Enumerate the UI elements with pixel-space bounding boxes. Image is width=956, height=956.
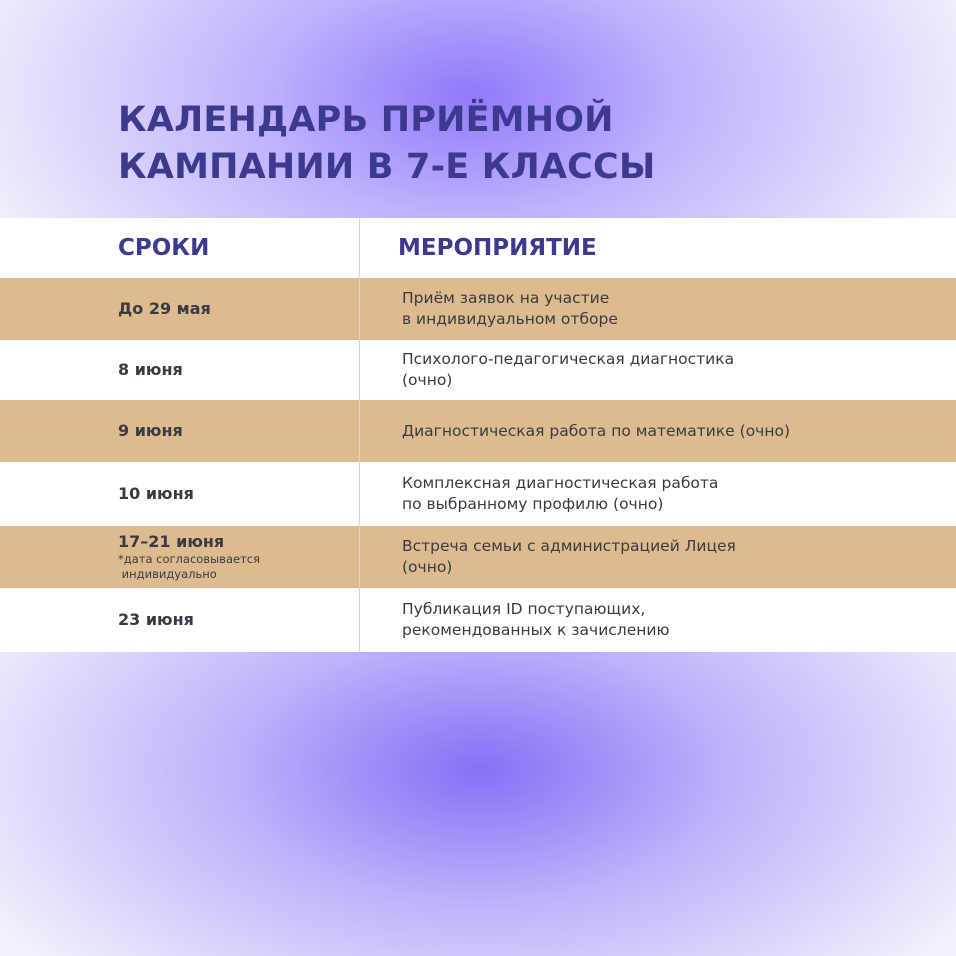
schedule-table bbox=[0, 218, 956, 652]
table-row bbox=[0, 340, 956, 400]
row-date: 9 июня bbox=[118, 421, 183, 440]
header-date: СРОКИ bbox=[118, 235, 210, 261]
header-event: МЕРОПРИЯТИЕ bbox=[398, 235, 597, 261]
row-date-cell bbox=[118, 588, 194, 652]
row-event-line: (очно) bbox=[402, 558, 453, 576]
row-event-line: Публикация ID поступающих, bbox=[402, 600, 646, 618]
row-date-cell bbox=[118, 278, 211, 340]
row-date-cell bbox=[118, 462, 194, 526]
row-date-note: *дата согласовывается bbox=[118, 552, 261, 566]
row-event-line: в индивидуальном отборе bbox=[402, 310, 618, 328]
page-title-line-2: КАМПАНИИ В 7-Е КЛАССЫ bbox=[118, 147, 656, 187]
row-event-cell bbox=[402, 526, 922, 588]
row-date: 23 июня bbox=[118, 610, 194, 629]
row-date-cell bbox=[118, 400, 183, 462]
table-row bbox=[0, 588, 956, 652]
row-date: До 29 мая bbox=[118, 299, 211, 318]
row-event-cell bbox=[402, 400, 922, 462]
row-event-line: Диагностическая работа по математике (очно) bbox=[402, 421, 790, 440]
row-event-line: по выбранному профилю (очно) bbox=[402, 495, 664, 513]
table-row bbox=[0, 278, 956, 340]
row-event-cell bbox=[402, 278, 922, 340]
row-date-note: индивидуально bbox=[118, 567, 217, 581]
table-row bbox=[0, 462, 956, 526]
row-event-line: Встреча семьи с администрацией Лицея bbox=[402, 537, 736, 555]
row-event-line: Приём заявок на участие bbox=[402, 289, 610, 307]
row-event-line: рекомендованных к зачислению bbox=[402, 621, 670, 639]
row-event-line: (очно) bbox=[402, 371, 453, 389]
row-event-cell bbox=[402, 588, 922, 652]
row-event-line: Комплексная диагностическая работа bbox=[402, 474, 719, 492]
row-date-cell bbox=[118, 526, 260, 588]
row-event-cell bbox=[402, 462, 922, 526]
row-event-cell bbox=[402, 340, 922, 400]
row-date: 10 июня bbox=[118, 484, 194, 503]
column-divider bbox=[359, 218, 360, 652]
page-title bbox=[118, 97, 655, 191]
row-date-cell bbox=[118, 340, 183, 400]
table-row bbox=[0, 526, 956, 588]
row-event-line: Психолого-педагогическая диагностика bbox=[402, 350, 735, 368]
page-title-line-1: КАЛЕНДАРЬ ПРИЁМНОЙ bbox=[118, 100, 614, 140]
row-date: 17–21 июня bbox=[118, 532, 225, 551]
table-row bbox=[0, 400, 956, 462]
table-header-row bbox=[0, 218, 956, 278]
row-date: 8 июня bbox=[118, 360, 183, 379]
